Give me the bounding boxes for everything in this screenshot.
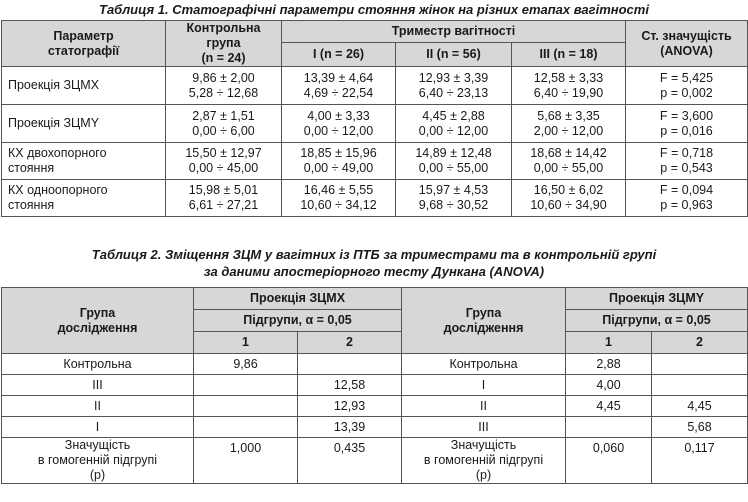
cell-t3 [512, 67, 626, 105]
cell-y2: 4,45 [652, 396, 748, 417]
t2-header-group-x [2, 288, 194, 354]
cell-mean: 2,87 ± 1,51 [192, 108, 255, 123]
cell-f: F = 5,425 [659, 70, 714, 85]
cell-control [166, 105, 282, 143]
signif-label-line2: в гомогенній підгрупі [37, 453, 158, 467]
cell-range: 0,00 ÷ 12,00 [303, 123, 374, 138]
cell-control [166, 143, 282, 180]
t2-header-group-line1: Група [79, 305, 116, 320]
table1 [1, 20, 748, 217]
t1-header-t2: II (n = 56) [396, 43, 512, 67]
cell-range: 0,00 ÷ 6,00 [192, 123, 255, 138]
cell-group-x: II [2, 396, 194, 417]
cell-group-x: III [2, 375, 194, 396]
cell-group-x: I [2, 417, 194, 438]
t2-header-group-line1: Група [465, 305, 502, 320]
cell-mean: 4,45 ± 2,88 [422, 108, 485, 123]
cell-mean: 18,68 ± 14,42 [530, 146, 607, 160]
cell-y1 [566, 417, 652, 438]
cell-x1 [194, 396, 298, 417]
cell-range: 0,00 ÷ 12,00 [418, 123, 489, 138]
row-label [2, 143, 166, 180]
t1-header-control-line2: група [206, 36, 241, 50]
cell-x1 [194, 417, 298, 438]
cell-group-y: Контрольна [402, 354, 566, 375]
t1-header-anova-line2: (ANOVA) [660, 43, 713, 58]
cell-range: 4,69 ÷ 22,54 [303, 85, 374, 100]
signif-label-line1: Значущість [64, 438, 131, 452]
signif-x2: 0,435 [298, 438, 402, 484]
signif-y1: 0,060 [566, 438, 652, 484]
t2-header-sub1-x: 1 [194, 332, 298, 354]
t1-header-t1: I (n = 26) [282, 43, 396, 67]
cell-range: 0,00 ÷ 45,00 [188, 161, 259, 175]
cell-y2 [652, 375, 748, 396]
cell-range: 10,60 ÷ 34,12 [300, 198, 377, 212]
cell-range: 0,00 ÷ 49,00 [303, 161, 374, 175]
row-label-line2: стояння [8, 161, 55, 175]
cell-x2: 13,39 [298, 417, 402, 438]
t1-header-trimester: Триместр вагітності [282, 21, 626, 43]
cell-y1: 4,45 [566, 396, 652, 417]
cell-anova [626, 180, 748, 217]
cell-f: F = 3,600 [659, 108, 714, 123]
cell-mean: 13,39 ± 4,64 [303, 70, 374, 85]
t2-header-sub2-x: 2 [298, 332, 402, 354]
table2 [1, 287, 748, 484]
cell-t1 [282, 67, 396, 105]
t1-header-control-line1: Контрольна [186, 21, 261, 35]
cell-t3 [512, 105, 626, 143]
cell-range: 2,00 ÷ 12,00 [533, 123, 604, 138]
cell-group-y: II [402, 396, 566, 417]
table2-caption-line1: Таблиця 2. Зміщення ЗЦМ у вагітних із ПТБ за триместрами та в контрольній групі [91, 247, 657, 262]
table-row [2, 143, 748, 180]
cell-x2: 12,93 [298, 396, 402, 417]
cell-mean: 16,46 ± 5,55 [303, 183, 374, 197]
table2-caption [0, 246, 748, 280]
cell-range: 0,00 ÷ 55,00 [533, 161, 604, 175]
cell-t1 [282, 105, 396, 143]
cell-t3 [512, 180, 626, 217]
table-row [2, 180, 748, 217]
t1-header-param [2, 21, 166, 67]
cell-t3 [512, 143, 626, 180]
cell-group-y: III [402, 417, 566, 438]
cell-x2 [298, 354, 402, 375]
row-label-line1: КХ одноопорного [8, 183, 108, 197]
signif-label-line1: Значущість [450, 438, 517, 452]
cell-range: 9,68 ÷ 30,52 [418, 198, 489, 212]
cell-mean: 18,85 ± 15,96 [300, 146, 377, 160]
t1-header-control-line3: (n = 24) [201, 51, 246, 65]
table2-caption-line2: за даними апостеріорного тесту Дункана (ANOVA) [203, 264, 545, 279]
signif-label-x [2, 438, 194, 484]
cell-t2 [396, 180, 512, 217]
t2-header-group-line2: дослідження [443, 320, 524, 335]
cell-t2 [396, 105, 512, 143]
cell-mean: 9,86 ± 2,00 [192, 70, 255, 85]
t1-header-param-line1: Параметр [53, 28, 114, 43]
cell-group-y: I [402, 375, 566, 396]
cell-y1: 2,88 [566, 354, 652, 375]
cell-control [166, 180, 282, 217]
cell-p: p = 0,002 [660, 85, 713, 100]
cell-range: 5,28 ÷ 12,68 [188, 85, 259, 100]
signif-label-line3: (p) [475, 468, 492, 482]
row-label-line1: КХ двохопорного [8, 146, 107, 160]
row-label-line1: Проекція ЗЦМХ [8, 78, 100, 92]
cell-x1: 9,86 [194, 354, 298, 375]
signif-row [2, 438, 748, 484]
cell-anova [626, 105, 748, 143]
cell-t1 [282, 180, 396, 217]
table-row [2, 375, 748, 396]
cell-p: p = 0,543 [660, 161, 713, 175]
table-row [2, 396, 748, 417]
signif-label-line2: в гомогенній підгрупі [423, 453, 544, 467]
row-label-line2: стояння [8, 198, 55, 212]
t2-header-projy: Проекція ЗЦМY [566, 288, 748, 310]
cell-control [166, 67, 282, 105]
t1-header-param-line2: статографії [47, 43, 120, 58]
cell-p: p = 0,016 [660, 123, 713, 138]
t2-header-sub2-y: 2 [652, 332, 748, 354]
cell-mean: 12,58 ± 3,33 [533, 70, 604, 85]
cell-t1 [282, 143, 396, 180]
cell-f: F = 0,094 [659, 183, 714, 197]
cell-mean: 15,50 ± 12,97 [185, 146, 262, 160]
signif-y2: 0,117 [652, 438, 748, 484]
cell-range: 6,40 ÷ 23,13 [418, 85, 489, 100]
cell-mean: 12,93 ± 3,39 [418, 70, 489, 85]
cell-t2 [396, 143, 512, 180]
signif-x1: 1,000 [194, 438, 298, 484]
cell-range: 6,40 ÷ 19,90 [533, 85, 604, 100]
cell-mean: 15,98 ± 5,01 [188, 183, 259, 197]
cell-t2 [396, 67, 512, 105]
t2-header-group-y [402, 288, 566, 354]
table-row [2, 354, 748, 375]
table-row [2, 67, 748, 105]
t1-header-t3: III (n = 18) [512, 43, 626, 67]
cell-mean: 5,68 ± 3,35 [537, 108, 600, 123]
cell-f: F = 0,718 [659, 146, 714, 160]
cell-mean: 14,89 ± 12,48 [415, 146, 492, 160]
row-label [2, 105, 166, 143]
t1-header-anova [626, 21, 748, 67]
table1-caption: Таблиця 1. Статографічні параметри стояння жінок на різних етапах вагітності [99, 2, 649, 17]
t2-header-projx: Проекція ЗЦМХ [194, 288, 402, 310]
t2-header-subgroups-x: Підгрупи, α = 0,05 [194, 310, 402, 332]
cell-p: p = 0,963 [660, 198, 713, 212]
cell-anova [626, 143, 748, 180]
row-label [2, 67, 166, 105]
row-label-line1: Проекція ЗЦМY [8, 116, 100, 130]
t1-header-anova-line1: Ст. значущість [641, 28, 732, 43]
cell-x1 [194, 375, 298, 396]
t2-header-subgroups-y: Підгрупи, α = 0,05 [566, 310, 748, 332]
cell-anova [626, 67, 748, 105]
cell-x2: 12,58 [298, 375, 402, 396]
t2-header-group-line2: дослідження [57, 320, 138, 335]
cell-y2: 5,68 [652, 417, 748, 438]
cell-y2 [652, 354, 748, 375]
cell-y1: 4,00 [566, 375, 652, 396]
t1-header-control [166, 21, 282, 67]
t2-header-sub1-y: 1 [566, 332, 652, 354]
cell-range: 6,61 ÷ 27,21 [188, 198, 259, 212]
table-row [2, 417, 748, 438]
signif-label-line3: (p) [89, 468, 106, 482]
row-label [2, 180, 166, 217]
cell-mean: 15,97 ± 4,53 [418, 183, 489, 197]
cell-range: 10,60 ÷ 34,90 [530, 198, 607, 212]
cell-mean: 4,00 ± 3,33 [307, 108, 370, 123]
table-row [2, 105, 748, 143]
signif-label-y [402, 438, 566, 484]
cell-group-x: Контрольна [2, 354, 194, 375]
cell-range: 0,00 ÷ 55,00 [418, 161, 489, 175]
cell-mean: 16,50 ± 6,02 [533, 183, 604, 197]
